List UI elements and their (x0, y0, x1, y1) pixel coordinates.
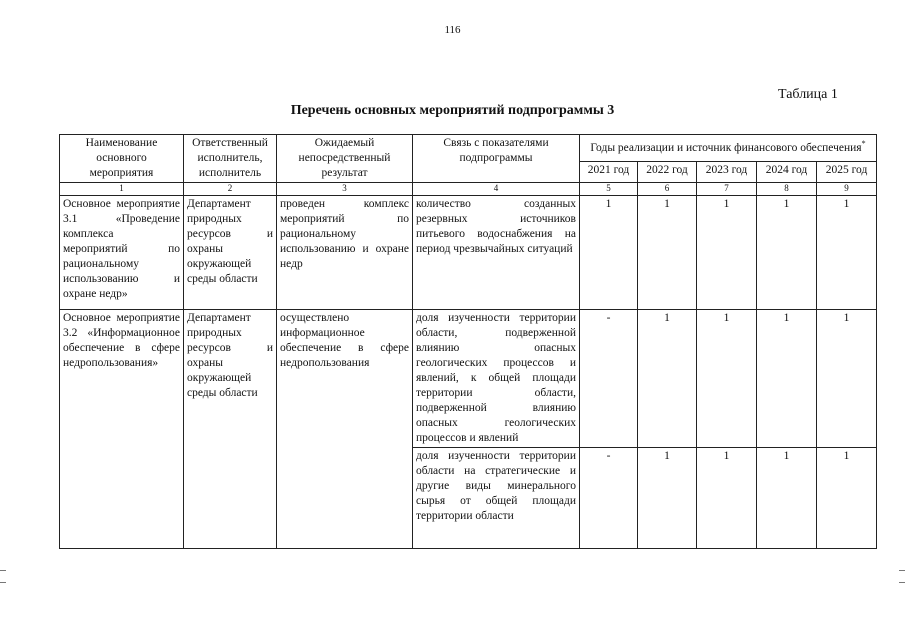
col-header-responsible: Ответственный исполнитель, исполнитель (184, 135, 277, 183)
col-header-year: 2024 год (757, 162, 817, 183)
column-number: 5 (580, 183, 638, 196)
column-number: 6 (638, 183, 697, 196)
year-value: 1 (757, 448, 817, 549)
table-row (60, 310, 877, 448)
year-value: 1 (817, 196, 877, 310)
column-number: 4 (413, 183, 580, 196)
year-value: 1 (757, 196, 817, 310)
measure-indicator: доля изученности территории области на стратегические и другие виды минерального сырья от общей площади территории области (413, 448, 580, 549)
footnote-mark: * (861, 139, 866, 148)
measure-responsible: Департамент природных ресурсов и охраны окружающей среды области (184, 310, 277, 549)
measure-name: Основное мероприятие 3.1 «Проведение комплекса мероприятий по рациональному использованию и охране недр» (60, 196, 184, 310)
year-value: 1 (697, 196, 757, 310)
scan-margin-mark (0, 582, 6, 583)
year-value: 1 (757, 310, 817, 448)
year-value: 1 (580, 196, 638, 310)
col-header-result: Ожидаемый непосредственный результат (277, 135, 413, 183)
col-header-years-group (580, 135, 877, 162)
measure-indicator: количество созданных резервных источников питьевого водоснабжения на период чрезвычайных ситуаций (413, 196, 580, 310)
col-header-year: 2023 год (697, 162, 757, 183)
table-row (60, 196, 877, 310)
year-value: 1 (638, 448, 697, 549)
year-value: 1 (697, 310, 757, 448)
column-number-row (60, 183, 877, 196)
measures-table (59, 134, 877, 549)
column-number: 1 (60, 183, 184, 196)
col-header-name: Наименование основного мероприятия (60, 135, 184, 183)
years-group-label: Годы реализации и источник финансового обеспечения (590, 141, 862, 154)
header-row (60, 135, 877, 162)
column-number: 9 (817, 183, 877, 196)
col-header-year: 2025 год (817, 162, 877, 183)
year-value: - (580, 448, 638, 549)
measure-responsible: Департамент природных ресурсов и охраны окружающей среды области (184, 196, 277, 310)
year-value: 1 (638, 196, 697, 310)
year-value: 1 (638, 310, 697, 448)
col-header-year: 2021 год (580, 162, 638, 183)
table-label: Таблица 1 (778, 87, 838, 102)
year-value: 1 (697, 448, 757, 549)
column-number: 7 (697, 183, 757, 196)
document-title: Перечень основных мероприятий подпрограммы 3 (290, 103, 615, 118)
page-number: 116 (444, 24, 461, 36)
scan-margin-mark (899, 582, 905, 583)
scan-margin-mark (899, 570, 905, 571)
scan-margin-mark (0, 570, 6, 571)
measure-indicator: доля изученности территории области, подверженной влиянию опасных геологических процессов и явлений, к общей площади территории области, подверженной влиянию опасных геологических процессов и явлений (413, 310, 580, 448)
measure-name: Основное мероприятие 3.2 «Информационное обеспечение в сфере недропользования» (60, 310, 184, 549)
year-value: 1 (817, 310, 877, 448)
col-header-indicator: Связь с показателями подпрограммы (413, 135, 580, 183)
measure-result: проведен комплекс мероприятий по рациональному использованию и охране недр (277, 196, 413, 310)
year-value: 1 (817, 448, 877, 549)
column-number: 8 (757, 183, 817, 196)
year-value: - (580, 310, 638, 448)
column-number: 2 (184, 183, 277, 196)
measure-result: осуществлено информационное обеспечение в сфере недропользования (277, 310, 413, 549)
column-number: 3 (277, 183, 413, 196)
col-header-year: 2022 год (638, 162, 697, 183)
